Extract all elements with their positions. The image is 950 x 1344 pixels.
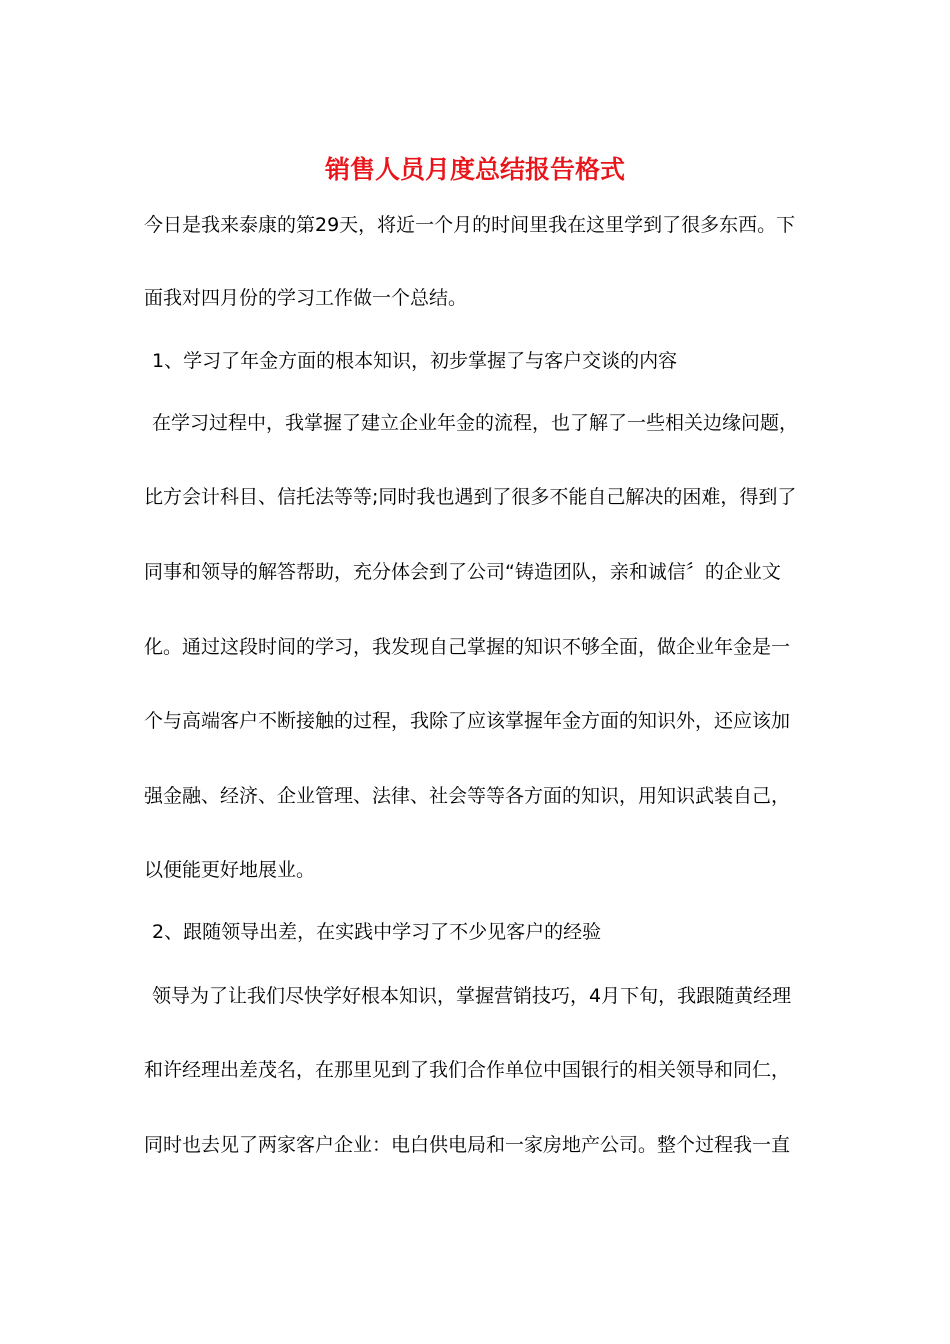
paragraph-line: 和许经理出差茂名，在那里见到了我们合作单位中国银行的相关领导和同仁， xyxy=(144,1059,791,1081)
paragraph-line: 化。通过这段时间的学习，我发现自己掌握的知识不够全面，做企业年金是一 xyxy=(144,636,791,658)
paragraph-line: 以便能更好地展业。 xyxy=(144,859,316,881)
paragraph-line: 强金融、经济、企业管理、法律、社会等等各方面的知识，用知识武装自己， xyxy=(144,785,791,807)
paragraph-line: 比方会计科目、信托法等等;同时我也遇到了很多不能自己解决的困难，得到了 xyxy=(144,486,797,508)
paragraph-line: 在学习过程中，我掌握了建立企业年金的流程，也了解了一些相关边缘问题， xyxy=(152,412,799,434)
paragraph-line: 同事和领导的解答帮助，充分体会到了公司“铸造团队，亲和诚信〞的企业文 xyxy=(144,561,781,583)
paragraph-line: 同时也去见了两家客户企业：电白供电局和一家房地产公司。整个过程我一直 xyxy=(144,1134,791,1156)
paragraph-line: 今日是我来泰康的第29天，将近一个月的时间里我在这里学到了很多东西。下 xyxy=(144,214,796,236)
section-heading-1: 1、学习了年金方面的根本知识，初步掌握了与客户交谈的内容 xyxy=(152,350,678,372)
paragraph-line: 领导为了让我们尽快学好根本知识，掌握营销技巧，4月下旬，我跟随黄经理 xyxy=(152,985,792,1007)
section-heading-2: 2、跟随领导出差，在实践中学习了不少见客户的经验 xyxy=(152,921,602,943)
paragraph-line: 个与高端客户不断接触的过程，我除了应该掌握年金方面的知识外，还应该加 xyxy=(144,710,791,732)
paragraph-line: 面我对四月份的学习工作做一个总结。 xyxy=(144,287,468,309)
document-title: 销售人员月度总结报告格式 xyxy=(324,155,625,184)
